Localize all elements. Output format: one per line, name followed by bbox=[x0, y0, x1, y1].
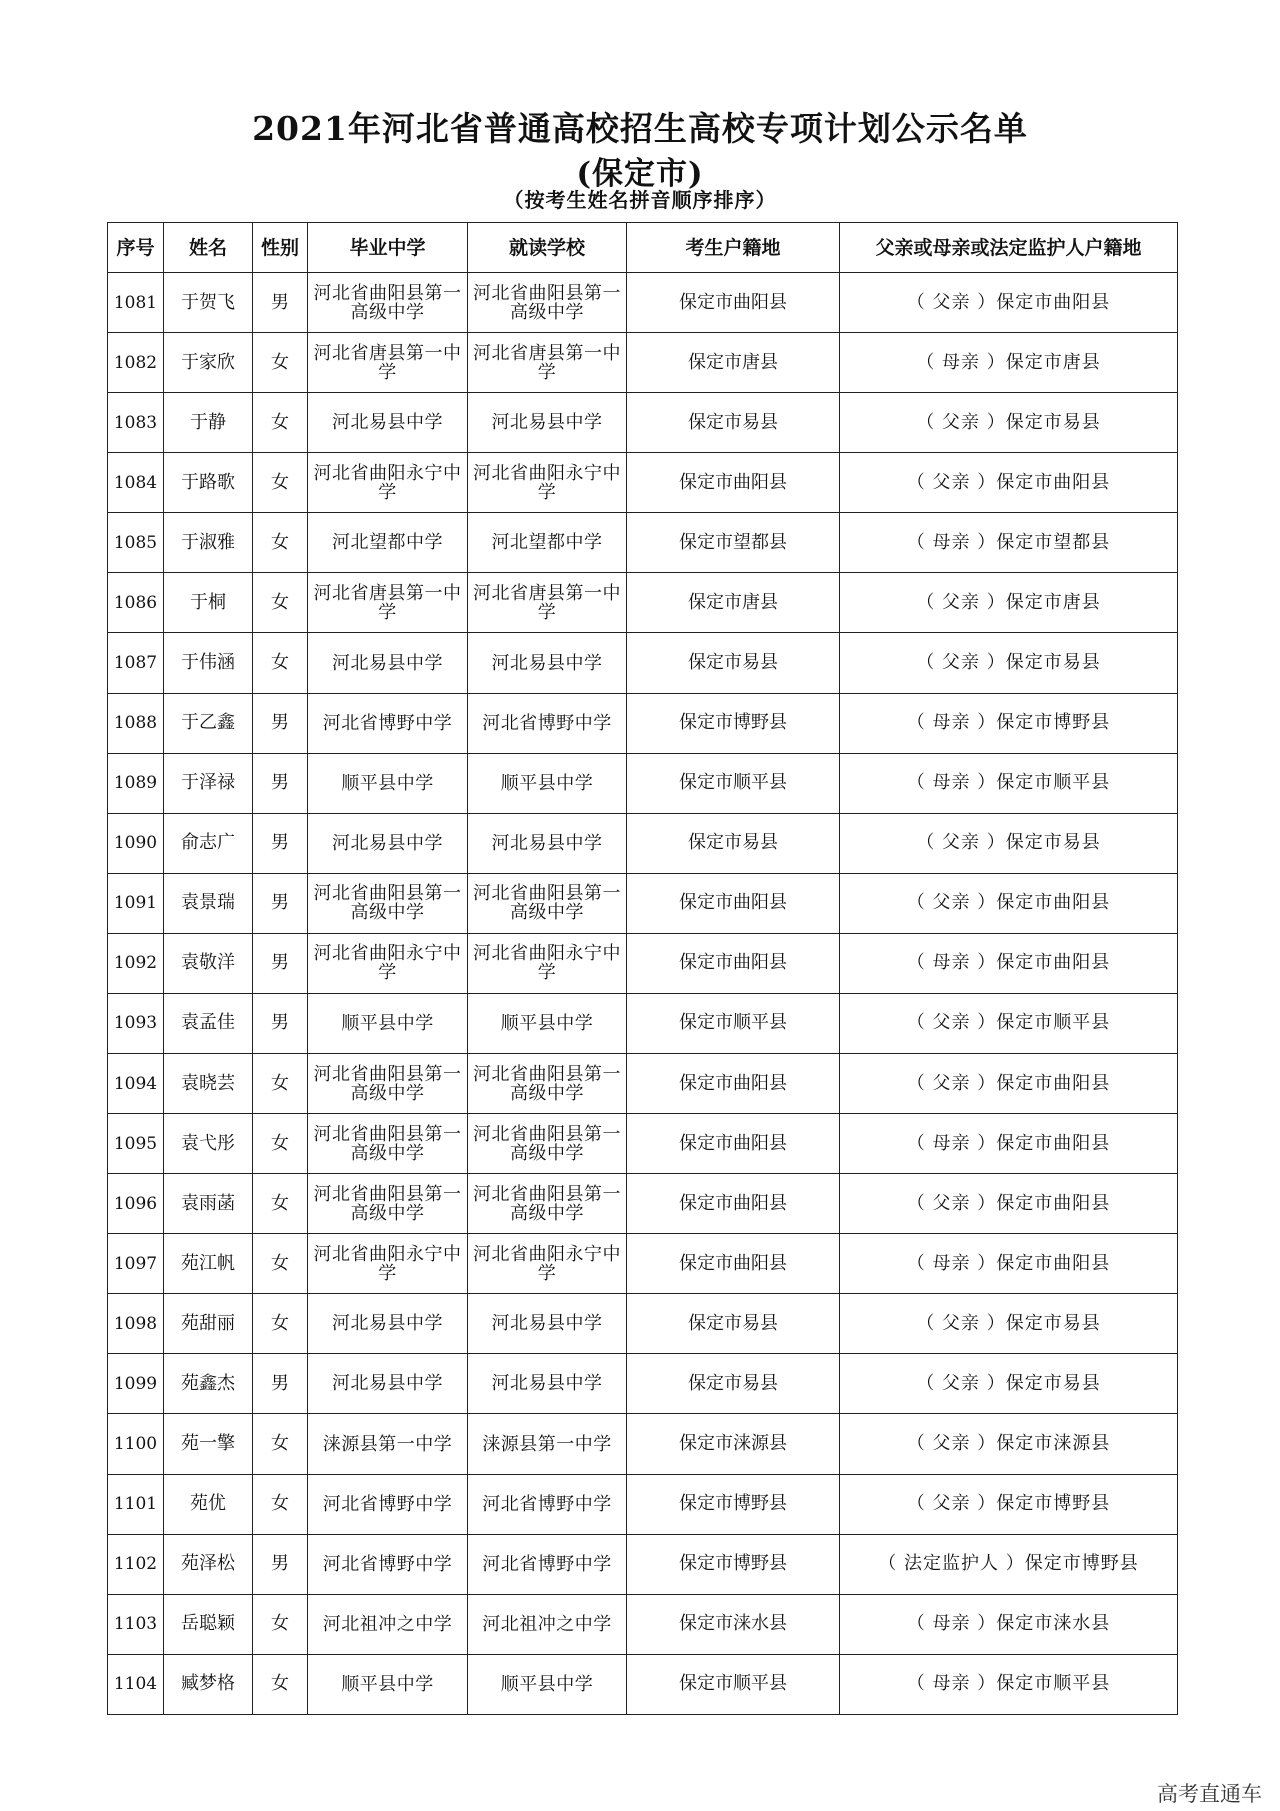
table-row bbox=[108, 273, 1178, 333]
cell-current-school: 顺平县中学 bbox=[468, 753, 627, 813]
table-row bbox=[108, 1354, 1178, 1414]
table-row bbox=[108, 1294, 1178, 1354]
cell-current-school: 河北省唐县第一中学 bbox=[468, 573, 627, 633]
cell-graduated-school: 河北省唐县第一中学 bbox=[308, 333, 468, 393]
cell-name: 俞志广 bbox=[164, 813, 253, 873]
header-index: 序号 bbox=[108, 223, 164, 273]
cell-guardian-registration: （ 父亲 ）保定市曲阳县 bbox=[840, 1174, 1178, 1234]
table-row bbox=[108, 573, 1178, 633]
cell-household-registration: 保定市涞水县 bbox=[627, 1594, 840, 1654]
cell-household-registration: 保定市博野县 bbox=[627, 1474, 840, 1534]
cell-guardian-registration: （ 父亲 ）保定市易县 bbox=[840, 633, 1178, 693]
cell-household-registration: 保定市涞源县 bbox=[627, 1414, 840, 1474]
header-household-registration: 考生户籍地 bbox=[627, 223, 840, 273]
cell-guardian-registration: （ 父亲 ）保定市博野县 bbox=[840, 1474, 1178, 1534]
table-row bbox=[108, 453, 1178, 513]
cell-graduated-school: 河北省曲阳县第一高级中学 bbox=[308, 873, 468, 933]
cell-name: 袁敬洋 bbox=[164, 933, 253, 993]
document-note: （按考生姓名拼音顺序排序） bbox=[503, 188, 777, 212]
cell-gender: 男 bbox=[253, 993, 308, 1053]
cell-name: 于桐 bbox=[164, 573, 253, 633]
cell-name: 袁孟佳 bbox=[164, 993, 253, 1053]
cell-gender: 男 bbox=[253, 873, 308, 933]
table-row bbox=[108, 1234, 1178, 1294]
cell-index: 1089 bbox=[108, 753, 164, 813]
cell-gender: 男 bbox=[253, 753, 308, 813]
cell-guardian-registration: （ 父亲 ）保定市曲阳县 bbox=[840, 873, 1178, 933]
cell-graduated-school: 河北易县中学 bbox=[308, 1294, 468, 1354]
document-title: 2021年河北省普通高校招生高校专项计划公示名单 bbox=[252, 109, 1028, 148]
cell-current-school: 河北省曲阳永宁中学 bbox=[468, 1234, 627, 1294]
cell-guardian-registration: （ 母亲 ）保定市曲阳县 bbox=[840, 1234, 1178, 1294]
watermark-text: 高考直通车 bbox=[1157, 1782, 1262, 1806]
cell-current-school: 河北省曲阳县第一高级中学 bbox=[468, 1114, 627, 1174]
cell-name: 袁景瑞 bbox=[164, 873, 253, 933]
cell-index: 1083 bbox=[108, 393, 164, 453]
cell-graduated-school: 河北易县中学 bbox=[308, 633, 468, 693]
cell-household-registration: 保定市望都县 bbox=[627, 513, 840, 573]
header-guardian-registration: 父亲或母亲或法定监护人户籍地 bbox=[840, 223, 1178, 273]
cell-gender: 女 bbox=[253, 1474, 308, 1534]
cell-name: 苑甜丽 bbox=[164, 1294, 253, 1354]
cell-household-registration: 保定市唐县 bbox=[627, 333, 840, 393]
cell-name: 于淑雅 bbox=[164, 513, 253, 573]
cell-current-school: 顺平县中学 bbox=[468, 1654, 627, 1714]
cell-index: 1093 bbox=[108, 993, 164, 1053]
table-row bbox=[108, 1534, 1178, 1594]
cell-index: 1086 bbox=[108, 573, 164, 633]
cell-name: 于泽禄 bbox=[164, 753, 253, 813]
cell-name: 袁晓芸 bbox=[164, 1054, 253, 1114]
cell-current-school: 河北省曲阳县第一高级中学 bbox=[468, 1174, 627, 1234]
cell-guardian-registration: （ 父亲 ）保定市顺平县 bbox=[840, 993, 1178, 1053]
cell-graduated-school: 河北省曲阳永宁中学 bbox=[308, 933, 468, 993]
cell-gender: 女 bbox=[253, 1114, 308, 1174]
cell-index: 1095 bbox=[108, 1114, 164, 1174]
cell-guardian-registration: （ 父亲 ）保定市曲阳县 bbox=[840, 273, 1178, 333]
cell-index: 1091 bbox=[108, 873, 164, 933]
cell-gender: 男 bbox=[253, 1534, 308, 1594]
cell-guardian-registration: （ 母亲 ）保定市顺平县 bbox=[840, 1654, 1178, 1714]
header-current-school: 就读学校 bbox=[468, 223, 627, 273]
cell-graduated-school: 河北省曲阳县第一高级中学 bbox=[308, 1054, 468, 1114]
cell-guardian-registration: （ 母亲 ）保定市顺平县 bbox=[840, 753, 1178, 813]
cell-index: 1087 bbox=[108, 633, 164, 693]
cell-current-school: 河北省唐县第一中学 bbox=[468, 333, 627, 393]
cell-household-registration: 保定市顺平县 bbox=[627, 753, 840, 813]
cell-index: 1100 bbox=[108, 1414, 164, 1474]
table-row bbox=[108, 1054, 1178, 1114]
cell-household-registration: 保定市曲阳县 bbox=[627, 933, 840, 993]
cell-current-school: 河北易县中学 bbox=[468, 633, 627, 693]
cell-gender: 女 bbox=[253, 333, 308, 393]
table-row bbox=[108, 873, 1178, 933]
cell-name: 苑江帆 bbox=[164, 1234, 253, 1294]
cell-current-school: 河北省博野中学 bbox=[468, 1534, 627, 1594]
cell-graduated-school: 河北易县中学 bbox=[308, 393, 468, 453]
cell-name: 于贺飞 bbox=[164, 273, 253, 333]
cell-gender: 男 bbox=[253, 693, 308, 753]
cell-graduated-school: 河北望都中学 bbox=[308, 513, 468, 573]
cell-current-school: 河北易县中学 bbox=[468, 1354, 627, 1414]
cell-household-registration: 保定市曲阳县 bbox=[627, 1054, 840, 1114]
cell-gender: 女 bbox=[253, 633, 308, 693]
cell-name: 袁弋彤 bbox=[164, 1114, 253, 1174]
cell-guardian-registration: （ 父亲 ）保定市易县 bbox=[840, 1294, 1178, 1354]
cell-index: 1096 bbox=[108, 1174, 164, 1234]
cell-household-registration: 保定市博野县 bbox=[627, 1534, 840, 1594]
cell-graduated-school: 河北省博野中学 bbox=[308, 1534, 468, 1594]
cell-guardian-registration: （ 母亲 ）保定市涞水县 bbox=[840, 1594, 1178, 1654]
table-row bbox=[108, 1414, 1178, 1474]
cell-gender: 男 bbox=[253, 1354, 308, 1414]
table-row bbox=[108, 993, 1178, 1053]
cell-guardian-registration: （ 母亲 ）保定市曲阳县 bbox=[840, 933, 1178, 993]
cell-current-school: 河北易县中学 bbox=[468, 813, 627, 873]
cell-current-school: 河北省博野中学 bbox=[468, 693, 627, 753]
cell-name: 于路歌 bbox=[164, 453, 253, 513]
cell-guardian-registration: （ 母亲 ）保定市望都县 bbox=[840, 513, 1178, 573]
cell-guardian-registration: （ 父亲 ）保定市唐县 bbox=[840, 573, 1178, 633]
table-header-row bbox=[108, 223, 1178, 273]
cell-household-registration: 保定市曲阳县 bbox=[627, 1114, 840, 1174]
cell-index: 1094 bbox=[108, 1054, 164, 1114]
cell-graduated-school: 河北省曲阳县第一高级中学 bbox=[308, 1114, 468, 1174]
cell-current-school: 河北望都中学 bbox=[468, 513, 627, 573]
cell-graduated-school: 河北易县中学 bbox=[308, 813, 468, 873]
cell-gender: 女 bbox=[253, 1054, 308, 1114]
cell-guardian-registration: （ 父亲 ）保定市易县 bbox=[840, 393, 1178, 453]
cell-household-registration: 保定市顺平县 bbox=[627, 993, 840, 1053]
cell-name: 苑一擎 bbox=[164, 1414, 253, 1474]
cell-index: 1092 bbox=[108, 933, 164, 993]
cell-guardian-registration: （ 父亲 ）保定市易县 bbox=[840, 813, 1178, 873]
cell-graduated-school: 河北省曲阳县第一高级中学 bbox=[308, 1174, 468, 1234]
cell-household-registration: 保定市曲阳县 bbox=[627, 273, 840, 333]
cell-name: 袁雨菡 bbox=[164, 1174, 253, 1234]
cell-name: 苑泽松 bbox=[164, 1534, 253, 1594]
table-row bbox=[108, 693, 1178, 753]
cell-index: 1081 bbox=[108, 273, 164, 333]
cell-household-registration: 保定市曲阳县 bbox=[627, 453, 840, 513]
cell-gender: 女 bbox=[253, 513, 308, 573]
cell-guardian-registration: （ 法定监护人 ）保定市博野县 bbox=[840, 1534, 1178, 1594]
cell-index: 1104 bbox=[108, 1654, 164, 1714]
cell-guardian-registration: （ 父亲 ）保定市涞源县 bbox=[840, 1414, 1178, 1474]
cell-graduated-school: 河北祖冲之中学 bbox=[308, 1594, 468, 1654]
cell-current-school: 河北省曲阳永宁中学 bbox=[468, 453, 627, 513]
cell-gender: 女 bbox=[253, 453, 308, 513]
cell-gender: 男 bbox=[253, 273, 308, 333]
cell-gender: 女 bbox=[253, 1594, 308, 1654]
cell-index: 1082 bbox=[108, 333, 164, 393]
cell-name: 于家欣 bbox=[164, 333, 253, 393]
cell-household-registration: 保定市曲阳县 bbox=[627, 1234, 840, 1294]
roster-table bbox=[107, 222, 1178, 1715]
cell-current-school: 河北易县中学 bbox=[468, 393, 627, 453]
table-row bbox=[108, 633, 1178, 693]
cell-index: 1088 bbox=[108, 693, 164, 753]
cell-name: 于乙鑫 bbox=[164, 693, 253, 753]
cell-name: 苑鑫杰 bbox=[164, 1354, 253, 1414]
cell-household-registration: 保定市易县 bbox=[627, 393, 840, 453]
cell-guardian-registration: （ 父亲 ）保定市易县 bbox=[840, 1354, 1178, 1414]
cell-household-registration: 保定市易县 bbox=[627, 1354, 840, 1414]
cell-gender: 女 bbox=[253, 573, 308, 633]
cell-graduated-school: 河北省曲阳永宁中学 bbox=[308, 1234, 468, 1294]
cell-graduated-school: 涞源县第一中学 bbox=[308, 1414, 468, 1474]
cell-graduated-school: 顺平县中学 bbox=[308, 1654, 468, 1714]
cell-graduated-school: 河北省曲阳永宁中学 bbox=[308, 453, 468, 513]
cell-graduated-school: 顺平县中学 bbox=[308, 993, 468, 1053]
cell-graduated-school: 河北省唐县第一中学 bbox=[308, 573, 468, 633]
cell-current-school: 顺平县中学 bbox=[468, 993, 627, 1053]
cell-guardian-registration: （ 母亲 ）保定市曲阳县 bbox=[840, 1114, 1178, 1174]
table-row bbox=[108, 1174, 1178, 1234]
cell-household-registration: 保定市博野县 bbox=[627, 693, 840, 753]
cell-household-registration: 保定市唐县 bbox=[627, 573, 840, 633]
cell-name: 于静 bbox=[164, 393, 253, 453]
table-row bbox=[108, 393, 1178, 453]
document-subtitle: (保定市) bbox=[576, 156, 704, 192]
table-row bbox=[108, 1474, 1178, 1534]
cell-current-school: 河北省曲阳县第一高级中学 bbox=[468, 273, 627, 333]
cell-index: 1097 bbox=[108, 1234, 164, 1294]
cell-name: 苑优 bbox=[164, 1474, 253, 1534]
cell-graduated-school: 河北易县中学 bbox=[308, 1354, 468, 1414]
cell-gender: 女 bbox=[253, 1174, 308, 1234]
cell-gender: 男 bbox=[253, 933, 308, 993]
cell-index: 1101 bbox=[108, 1474, 164, 1534]
header-graduated-school: 毕业中学 bbox=[308, 223, 468, 273]
cell-gender: 男 bbox=[253, 813, 308, 873]
cell-guardian-registration: （ 父亲 ）保定市曲阳县 bbox=[840, 1054, 1178, 1114]
cell-index: 1090 bbox=[108, 813, 164, 873]
cell-index: 1099 bbox=[108, 1354, 164, 1414]
cell-graduated-school: 河北省曲阳县第一高级中学 bbox=[308, 273, 468, 333]
cell-name: 岳聪颖 bbox=[164, 1594, 253, 1654]
cell-graduated-school: 顺平县中学 bbox=[308, 753, 468, 813]
cell-household-registration: 保定市易县 bbox=[627, 633, 840, 693]
cell-index: 1102 bbox=[108, 1534, 164, 1594]
cell-household-registration: 保定市易县 bbox=[627, 1294, 840, 1354]
cell-index: 1085 bbox=[108, 513, 164, 573]
table-body bbox=[108, 273, 1178, 1715]
cell-gender: 女 bbox=[253, 393, 308, 453]
cell-graduated-school: 河北省博野中学 bbox=[308, 693, 468, 753]
cell-gender: 女 bbox=[253, 1294, 308, 1354]
cell-current-school: 涞源县第一中学 bbox=[468, 1414, 627, 1474]
table-row bbox=[108, 1114, 1178, 1174]
cell-name: 于伟涵 bbox=[164, 633, 253, 693]
cell-graduated-school: 河北省博野中学 bbox=[308, 1474, 468, 1534]
cell-gender: 女 bbox=[253, 1654, 308, 1714]
cell-index: 1098 bbox=[108, 1294, 164, 1354]
table-row bbox=[108, 753, 1178, 813]
table-row bbox=[108, 813, 1178, 873]
cell-gender: 女 bbox=[253, 1234, 308, 1294]
cell-current-school: 河北易县中学 bbox=[468, 1294, 627, 1354]
cell-current-school: 河北省曲阳永宁中学 bbox=[468, 933, 627, 993]
cell-household-registration: 保定市顺平县 bbox=[627, 1654, 840, 1714]
cell-current-school: 河北省博野中学 bbox=[468, 1474, 627, 1534]
table-row bbox=[108, 1654, 1178, 1714]
cell-household-registration: 保定市易县 bbox=[627, 813, 840, 873]
cell-guardian-registration: （ 父亲 ）保定市曲阳县 bbox=[840, 453, 1178, 513]
table-row bbox=[108, 1594, 1178, 1654]
table-row bbox=[108, 513, 1178, 573]
cell-current-school: 河北祖冲之中学 bbox=[468, 1594, 627, 1654]
header-name: 姓名 bbox=[164, 223, 253, 273]
header-gender: 性别 bbox=[253, 223, 308, 273]
cell-current-school: 河北省曲阳县第一高级中学 bbox=[468, 1054, 627, 1114]
cell-index: 1084 bbox=[108, 453, 164, 513]
cell-household-registration: 保定市曲阳县 bbox=[627, 873, 840, 933]
table-row bbox=[108, 933, 1178, 993]
cell-index: 1103 bbox=[108, 1594, 164, 1654]
table-row bbox=[108, 333, 1178, 393]
cell-household-registration: 保定市曲阳县 bbox=[627, 1174, 840, 1234]
cell-gender: 女 bbox=[253, 1414, 308, 1474]
cell-guardian-registration: （ 母亲 ）保定市博野县 bbox=[840, 693, 1178, 753]
cell-name: 臧梦格 bbox=[164, 1654, 253, 1714]
cell-guardian-registration: （ 母亲 ）保定市唐县 bbox=[840, 333, 1178, 393]
cell-current-school: 河北省曲阳县第一高级中学 bbox=[468, 873, 627, 933]
